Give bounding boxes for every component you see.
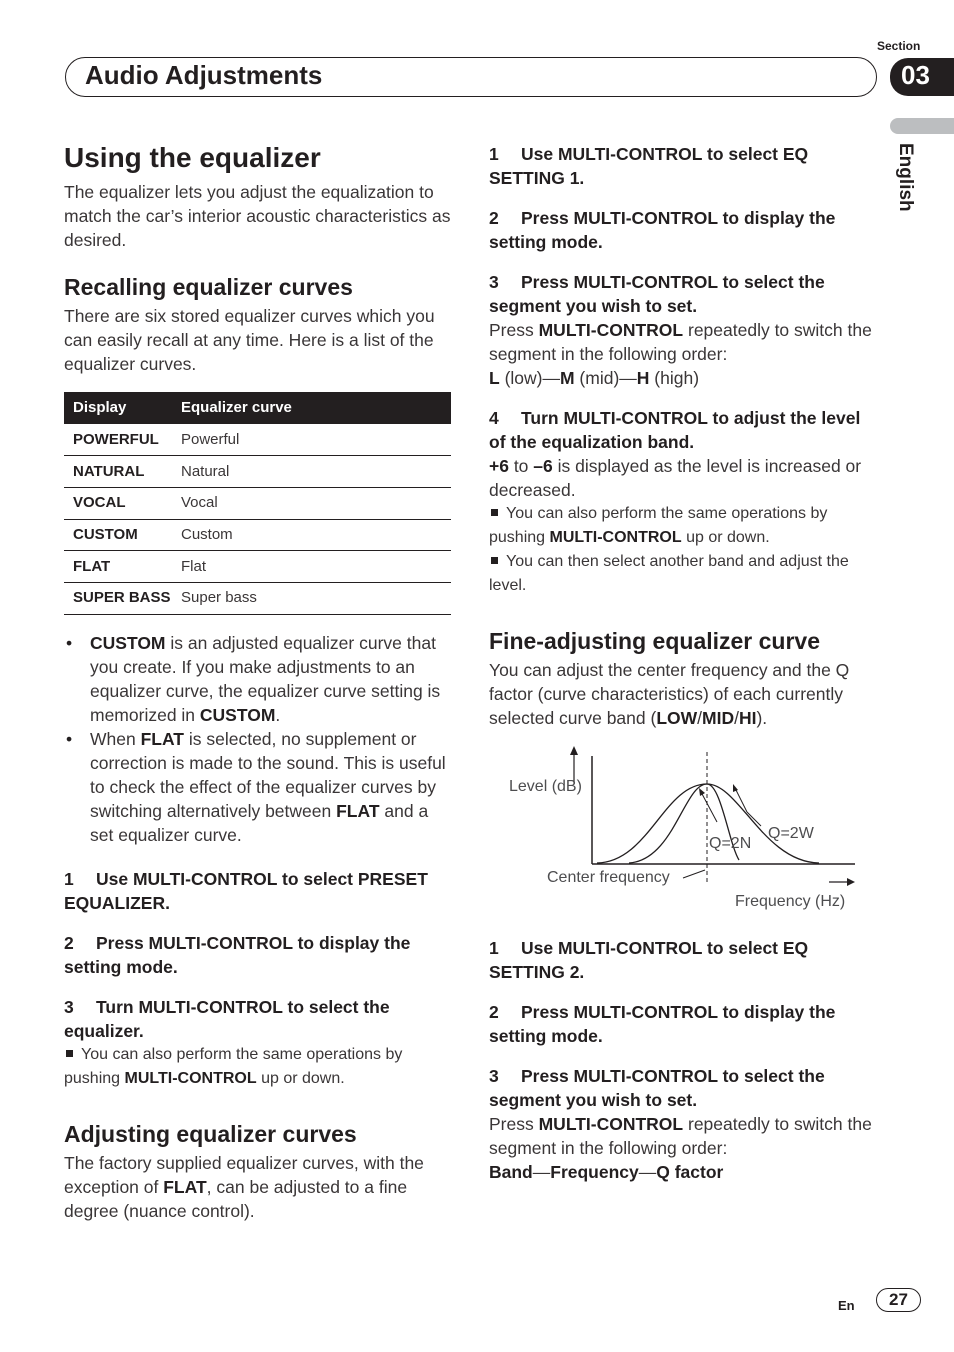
language-label: English (895, 143, 916, 212)
step: 2 Press MULTI-CONTROL to display the setting mode. (64, 932, 411, 977)
wide-curve (597, 784, 819, 863)
page-header-title: Audio Adjustments (85, 60, 323, 90)
step: 4 Turn MULTI-CONTROL to adjust the level of the equalization band. (489, 408, 861, 452)
recall-heading: Recalling equalizer curves (64, 274, 353, 300)
intro-text: The equalizer lets you adjust the equalization to match the car’s interior acoustic characteristics as desired. (64, 182, 451, 250)
step: 3 Turn MULTI-CONTROL to select the equalizer. (64, 996, 390, 1041)
table-row (64, 487, 451, 519)
q-arrow (701, 792, 717, 822)
frequency-label: Frequency (Hz) (735, 893, 846, 910)
segment-order: Band—Frequency—Q factor (489, 1162, 724, 1182)
page-number: 27 (876, 1288, 921, 1312)
note: You can also perform the same operations by pushing MULTI-CONTROL up or down. (64, 1045, 403, 1087)
table-cell: Powerful (181, 424, 451, 456)
language-tab (890, 118, 954, 134)
table-row (64, 582, 451, 614)
step: 2 Press MULTI-CONTROL to display the setting mode. (489, 1002, 836, 1046)
adjust-text: The factory supplied equalizer curves, with the exception of FLAT, can be adjusted to a fine degree (nuance control). (64, 1152, 424, 1221)
frequency-arrow-head (847, 878, 855, 886)
right-column (489, 142, 877, 1184)
fine-heading: Fine-adjusting equalizer curve (489, 628, 821, 654)
step-body: Press MULTI-CONTROL repeatedly to switch the segment in the following order: (489, 320, 872, 364)
table-row (64, 456, 451, 488)
step: 1 Use MULTI-CONTROL to select EQ SETTING 1. (489, 144, 809, 188)
table-cell: POWERFUL (64, 424, 181, 456)
step: 1 Use MULTI-CONTROL to select PRESET EQUALIZER. (64, 868, 428, 913)
table-cell: Natural (181, 456, 451, 488)
segment-order: L (low)—M (mid)—H (high) (489, 368, 700, 388)
q-arrow-head (733, 784, 738, 792)
section-label: Section (877, 39, 921, 53)
note: You can also perform the same operations by pushing MULTI-CONTROL up or down. (489, 505, 828, 546)
table-cell: Super bass (181, 582, 451, 614)
table-row (64, 519, 451, 551)
q-arrow-head (699, 788, 705, 796)
equalizer-table (64, 392, 451, 615)
step: 3 Press MULTI-CONTROL to select the segment you wish to set. (489, 1066, 825, 1110)
table-header: Display (64, 392, 181, 424)
center-pointer (683, 870, 705, 878)
left-column (64, 140, 452, 1223)
step-body: Press MULTI-CONTROL repeatedly to switch the segment in the following order: (489, 1114, 872, 1158)
q2n-label: Q=2N (709, 835, 752, 852)
table-cell: Vocal (181, 487, 451, 519)
q2w-label: Q=2W (768, 825, 814, 842)
step: 2 Press MULTI-CONTROL to display the setting mode. (489, 208, 836, 252)
list-item: • CUSTOM is an adjusted equalizer curve that you create. If you make adjustments to an equalizer curve, the equalizer curve setting is memorized in CUSTOM. (64, 631, 452, 727)
step: 3 Press MULTI-CONTROL to select the segment you wish to set. (489, 272, 825, 316)
list-item: • When FLAT is selected, no supplement or correction is made to the sound. This is useful to check the effect of the equalizer curves by switching alternatively between FLAT and a set equalizer curve. (64, 727, 452, 847)
fine-text: You can adjust the center frequency and the Q factor (curve characteristics) of each currently selected curve band (LOW/MID/HI). (489, 660, 850, 728)
table-row (64, 424, 451, 456)
adjust-heading: Adjusting equalizer curves (64, 1120, 357, 1147)
level-arrow-head (570, 746, 578, 755)
table-row (64, 551, 451, 583)
table-cell: FLAT (64, 551, 181, 583)
table-cell: VOCAL (64, 487, 181, 519)
step-body: +6 to –6 is displayed as the level is increased or decreased. (489, 456, 862, 500)
table-header-row (64, 392, 451, 424)
table-header: Equalizer curve (181, 392, 451, 424)
table-cell: Custom (181, 519, 451, 551)
step: 1 Use MULTI-CONTROL to select EQ SETTING 2. (489, 938, 809, 982)
recall-text: There are six stored equalizer curves which you can easily recall at any time. Here is a list of the equalizer curves. (64, 306, 435, 374)
table-cell: NATURAL (64, 456, 181, 488)
q-factor-diagram (489, 744, 877, 924)
level-label: Level (dB) (509, 778, 582, 795)
center-frequency-label: Center frequency (547, 869, 670, 886)
page-title: Using the equalizer (64, 142, 321, 173)
table-cell: CUSTOM (64, 519, 181, 551)
table-cell: Flat (181, 551, 451, 583)
note: You can then select another band and adjust the level. (489, 553, 849, 594)
table-cell: SUPER BASS (64, 582, 181, 614)
q-arrow (747, 812, 761, 826)
footer-language: En (838, 1298, 855, 1313)
section-number-tab: 03 (890, 58, 954, 96)
bullet-list (64, 631, 452, 847)
